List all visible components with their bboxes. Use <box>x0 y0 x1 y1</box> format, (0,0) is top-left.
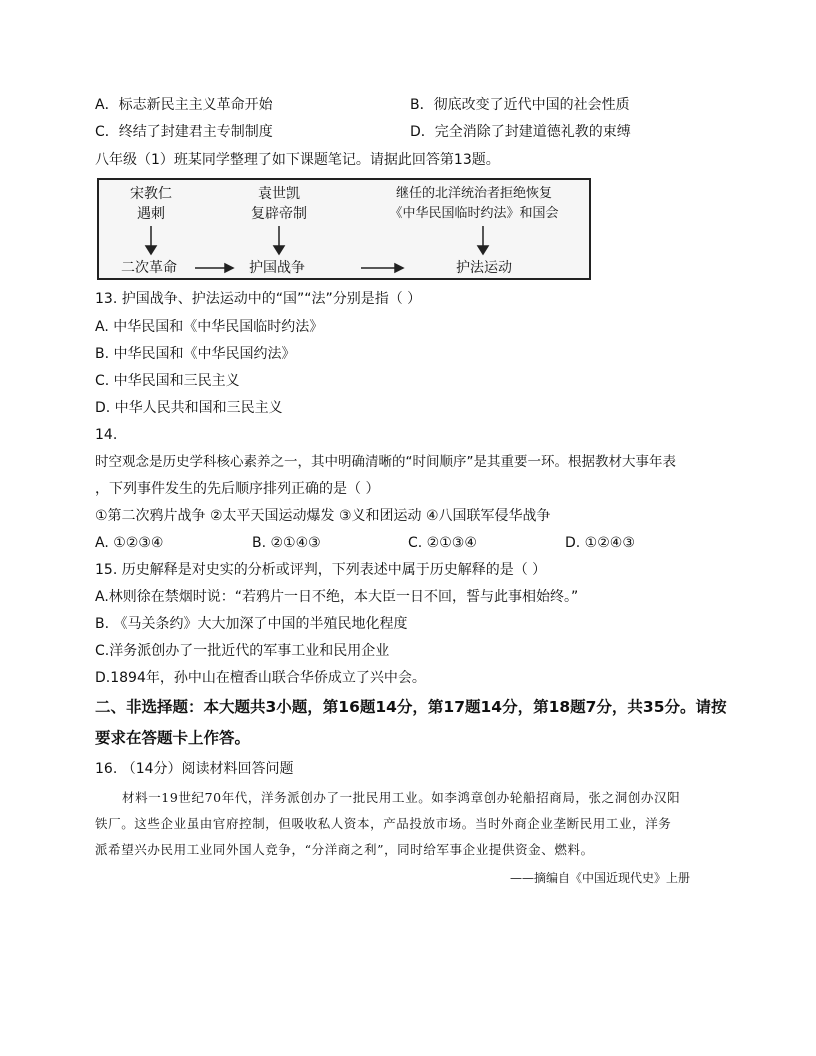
q14-stem-line2: ，下列事件发生的先后顺序排列正确的是（ ） <box>95 481 380 497</box>
q14-events: ①第二次鸦片战争 ②太平天国运动爆发 ③义和团运动 ④八国联军侵华战争 <box>95 508 551 524</box>
q13-stem: 13. 护国战争、护法运动中的“国”“法”分别是指（ ） <box>95 291 422 307</box>
q14-number: 14. <box>95 427 118 443</box>
q14-option-b: B. ②①④③ <box>252 535 321 551</box>
notes-diagram <box>97 178 591 280</box>
q12-option-c: C．终结了封建君主专制制度 <box>95 124 273 140</box>
q13-option-b: B. 中华民国和《中华民国约法》 <box>95 346 296 362</box>
q13-option-a: A. 中华民国和《中华民国临时约法》 <box>95 319 324 335</box>
q14-option-c: C. ②①③④ <box>408 535 477 551</box>
q15-option-c: C.洋务派创办了一批近代的军事工业和民用企业 <box>95 643 390 659</box>
event-3: 护法运动 <box>456 260 512 276</box>
cause-1-line1: 宋教仁 <box>130 186 172 202</box>
q16-material-line1: 材料一19世纪70年代，洋务派创办了一批民用工业。如李鸿章创办轮船招商局，张之洞创办汉阳 <box>122 790 681 805</box>
q16-source: ——摘编自《中国近现代史》上册 <box>510 871 691 885</box>
q12-option-a: A．标志新民主主义革命开始 <box>95 97 273 113</box>
q15-option-a: A.林则徐在禁烟时说：“若鸦片一日不绝，本大臣一日不回，誓与此事相始终。” <box>95 589 579 605</box>
q16-material-line2: 铁厂。这些企业虽由官府控制，但吸收私人资本，产品投放市场。当时外商企业垄断民用工业，洋务 <box>95 816 672 831</box>
q16-title: 16. （14分）阅读材料回答问题 <box>95 761 294 777</box>
event-1: 二次革命 <box>121 260 177 276</box>
q14-option-a: A. ①②③④ <box>95 535 164 551</box>
section-2-heading-line1: 二、非选择题：本大题共3小题，第16题14分，第17题14分，第18题7分，共35分。请按 <box>95 698 727 716</box>
q14-option-d: D. ①②④③ <box>565 535 635 551</box>
q14-stem-line1: 时空观念是历史学科核心素养之一，其中明确清晰的“时间顺序”是其重要一环。根据教材大事年表 <box>95 454 676 470</box>
q16-material-line3: 派希望兴办民用工业同外国人竞争，“分洋商之利”，同时给军事企业提供资金、燃料。 <box>95 842 594 857</box>
cause-3-line1: 继任的北洋统治者拒绝恢复 <box>395 186 552 201</box>
cause-2-line1: 袁世凯 <box>258 186 300 202</box>
q15-stem: 15. 历史解释是对史实的分析或评判，下列表述中属于历史解释的是（ ） <box>95 562 547 578</box>
q12-option-d: D．完全消除了封建道德礼教的束缚 <box>410 124 631 140</box>
cause-3-line2: 《中华民国临时约法》和国会 <box>389 206 559 221</box>
cause-1-line2: 遇刺 <box>137 206 165 222</box>
section-2-heading-line2: 要求在答题卡上作答。 <box>95 729 251 747</box>
event-2: 护国战争 <box>249 260 305 276</box>
q13-option-d: D. 中华人民共和国和三民主义 <box>95 400 283 416</box>
q15-option-b: B. 《马关条约》大大加深了中国的半殖民地化程度 <box>95 616 408 632</box>
q13-intro: 八年级（1）班某同学整理了如下课题笔记。请据此回答第13题。 <box>95 152 500 168</box>
q12-option-b: B．彻底改变了近代中国的社会性质 <box>410 97 630 113</box>
cause-2-line2: 复辟帝制 <box>251 206 307 222</box>
q13-option-c: C. 中华民国和三民主义 <box>95 373 240 389</box>
q15-option-d: D.1894年，孙中山在檀香山联合华侨成立了兴中会。 <box>95 670 426 686</box>
